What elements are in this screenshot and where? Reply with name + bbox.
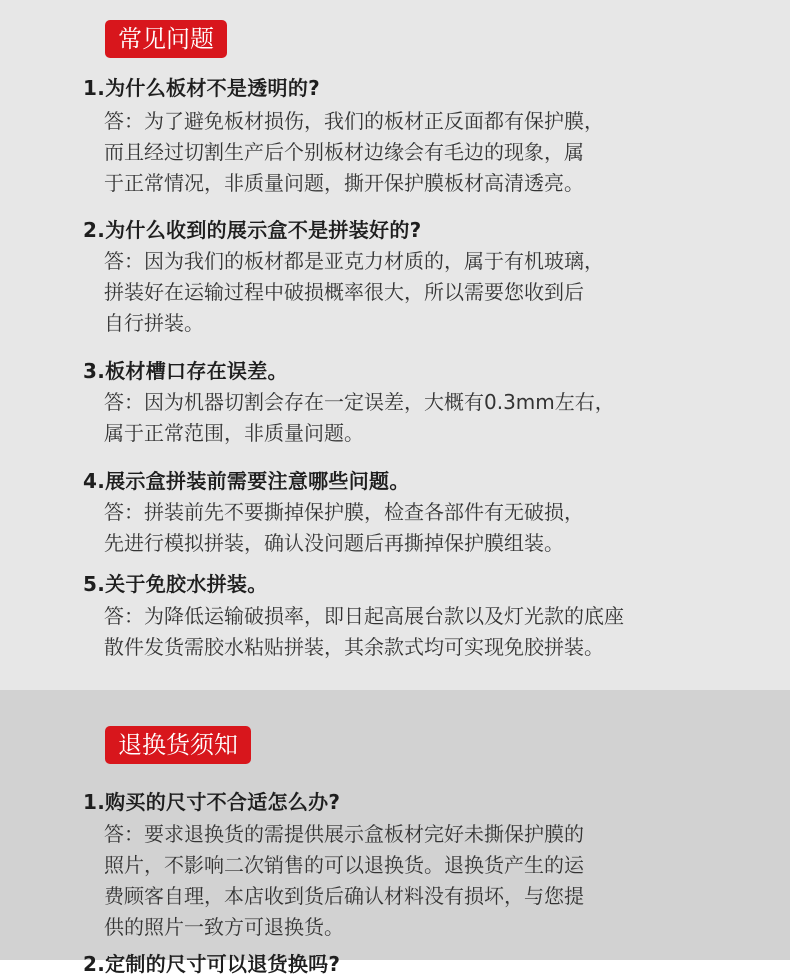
answer-line: 答：因为我们的板材都是亚克力材质的，属于有机玻璃， [104,249,604,273]
answer-line: 答：因为机器切割会存在一定误差，大概有0.3mm左右， [104,390,615,414]
faq-question-1: 1.为什么板材不是透明的? [83,76,321,100]
answer-line: 属于正常范围，非质量问题。 [104,421,364,445]
answer-line: 费顾客自理，本店收到货后确认材料没有损坏，与您提 [104,884,584,908]
faq-answer-1 [104,106,604,199]
answer-line: 拼装好在运输过程中破损概率很大，所以需要您收到后 [104,280,584,304]
answer-line: 答：为了避免板材损伤，我们的板材正反面都有保护膜， [104,109,604,133]
faq-title-tag: 常见问题 [105,20,227,58]
faq-question-5: 5.关于免胶水拼装。 [83,572,268,596]
answer-line: 照片，不影响二次销售的可以退换货。退换货产生的运 [104,853,584,877]
faq-answer-5 [104,601,624,663]
faq-question-3: 3.板材槽口存在误差。 [83,359,288,383]
returns-answer-1 [104,819,584,943]
answer-line: 散件发货需胶水粘贴拼装，其余款式均可实现免胶拼装。 [104,635,604,659]
answer-line: 于正常情况，非质量问题，撕开保护膜板材高清透亮。 [104,171,584,195]
answer-line: 答：拼装前先不要撕掉保护膜，检查各部件有无破损， [104,500,584,524]
faq-answer-3 [104,387,615,449]
answer-line: 答：要求退换货的需提供展示盒板材完好未撕保护膜的 [104,822,584,846]
answer-line: 自行拼装。 [104,311,204,335]
faq-answer-2 [104,246,604,339]
returns-section [0,690,790,976]
answer-line: 答：为降低运输破损率，即日起高展台款以及灯光款的底座 [104,604,624,628]
answer-line: 供的照片一致方可退换货。 [104,915,344,939]
faq-answer-4 [104,497,584,559]
returns-question-2: 2.定制的尺寸可以退货换吗? [83,952,341,976]
returns-title-tag: 退换货须知 [105,726,251,764]
answer-line: 而且经过切割生产后个别板材边缘会有毛边的现象，属 [104,140,584,164]
answer-line: 先进行模拟拼装，确认没问题后再撕掉保护膜组装。 [104,531,564,555]
faq-question-2: 2.为什么收到的展示盒不是拼装好的? [83,218,422,242]
faq-question-4: 4.展示盒拼装前需要注意哪些问题。 [83,469,410,493]
returns-question-1: 1.购买的尺寸不合适怎么办? [83,790,341,814]
